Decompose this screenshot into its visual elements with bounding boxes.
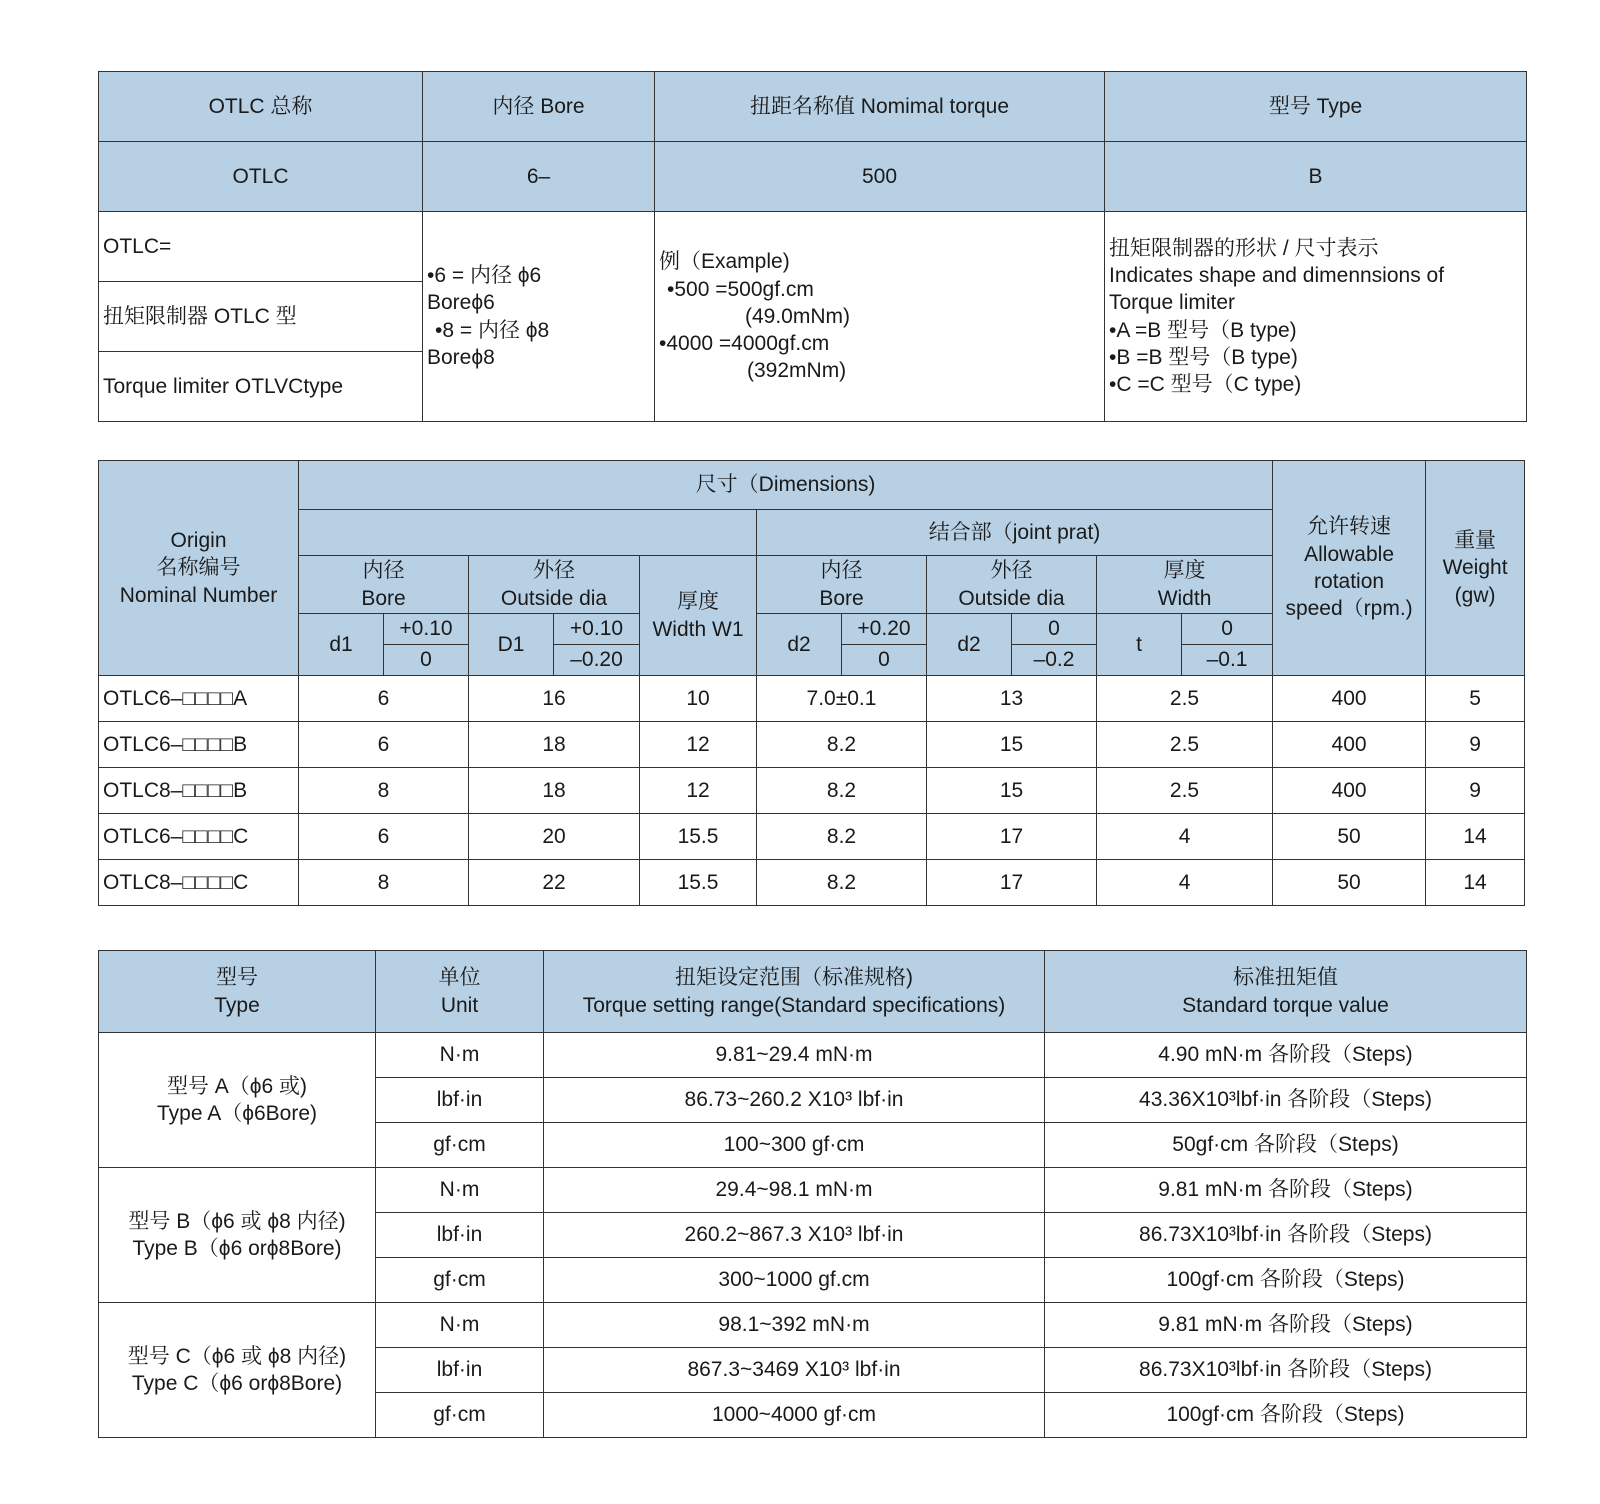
header-line: Torque setting range(Standard specifications) (582, 993, 1006, 1017)
dimensions-table (98, 460, 1525, 906)
bore2-line: 内径 (820, 559, 863, 583)
bore1-header (299, 556, 469, 614)
origin-line: Nominal Number (119, 583, 278, 607)
cell-speed: 400 (1273, 676, 1426, 722)
bore-line: Boreϕ6 (427, 291, 495, 315)
model-code-table (98, 71, 1527, 422)
value-otlc: OTLC (99, 142, 423, 212)
cell-range: 29.4~98.1 mN·m (544, 1168, 1045, 1213)
bore1-line: 内径 (362, 559, 405, 583)
cell-unit: lbf·in (376, 1213, 544, 1258)
tol-t-lower: –0.1 (1182, 645, 1273, 676)
cell-standard: 86.73X10³lbf·in 各阶段（Steps) (1045, 1213, 1527, 1258)
cell-d1: 8 (299, 768, 469, 814)
header-line: Unit (440, 993, 479, 1017)
table-row (99, 1168, 1527, 1213)
thick1-header (640, 556, 757, 676)
cell-d2: 8.2 (757, 768, 927, 814)
type-line: •C =C 型号（C type) (1109, 373, 1302, 397)
cell-unit: gf·cm (376, 1258, 544, 1303)
type-line: Type B（ϕ6 orϕ8Bore) (132, 1237, 342, 1260)
tol-d2-lower: 0 (842, 645, 927, 676)
type-line: 型号 A（ϕ6 或) (166, 1074, 308, 1098)
bore1-line: Bore (361, 586, 406, 610)
cell-unit: N·m (376, 1033, 544, 1078)
header-line: 单位 (438, 966, 481, 990)
cell-range: 300~1000 gf.cm (544, 1258, 1045, 1303)
value-torque: 500 (655, 142, 1105, 212)
tol-D1-upper: +0.10 (554, 614, 640, 645)
model-code-value-row (99, 142, 1527, 212)
tol-d2b-lower: –0.2 (1012, 645, 1097, 676)
torque-line: (49.0mNm) (745, 304, 851, 328)
value-bore: 6– (423, 142, 655, 212)
outside2-header (927, 556, 1097, 614)
cell-weight: 5 (1426, 676, 1525, 722)
weight-header (1426, 461, 1525, 676)
nominal-number: OTLC6–□□□□B (99, 722, 299, 768)
cell-t: 2.5 (1097, 768, 1273, 814)
type-line: 型号 B（ϕ6 或 ϕ8 内径) (128, 1209, 346, 1233)
value-type: B (1105, 142, 1527, 212)
header-line: Standard torque value (1182, 993, 1389, 1017)
torque-range-table (98, 950, 1527, 1438)
table-row (99, 1033, 1527, 1078)
type-line: •B =B 型号（B type) (1109, 345, 1298, 369)
cell-range: 9.81~29.4 mN·m (544, 1033, 1045, 1078)
bore-line: •6 = 内径 ϕ6 (427, 263, 542, 287)
cell-d1: 6 (299, 722, 469, 768)
cell-D1: 16 (469, 676, 640, 722)
nominal-number: OTLC6–□□□□C (99, 814, 299, 860)
cell-unit: N·m (376, 1303, 544, 1348)
desc-otlc-en: Torque limiter OTLVCtype (99, 352, 423, 422)
bore-line: Boreϕ8 (427, 345, 495, 369)
cell-W1: 15.5 (640, 814, 757, 860)
thick1-line: Width W1 (652, 617, 744, 641)
cell-range: 260.2~867.3 X10³ lbf·in (544, 1213, 1045, 1258)
sym-d2b: d2 (927, 614, 1012, 676)
cell-W1: 10 (640, 676, 757, 722)
nominal-number: OTLC8–□□□□C (99, 860, 299, 906)
dims-header-row-1 (99, 461, 1525, 510)
origin-line: Origin (170, 529, 227, 553)
cell-range: 1000~4000 gf·cm (544, 1393, 1045, 1438)
torque-line: 例（Example) (659, 250, 790, 274)
desc-type (1105, 212, 1527, 422)
tol-d1-upper: +0.10 (384, 614, 469, 645)
type-line: Type C（ϕ6 orϕ8Bore) (131, 1372, 343, 1395)
type-line: Indicates shape and dimennsions of (1109, 263, 1445, 287)
sym-t: t (1097, 614, 1182, 676)
origin-header (99, 461, 299, 676)
header-line: Type (214, 993, 260, 1017)
header-standard-torque (1045, 951, 1527, 1033)
bore2-line: Bore (819, 586, 864, 610)
cell-standard: 100gf·cm 各阶段（Steps) (1045, 1393, 1527, 1438)
thick2-line: Width (1157, 586, 1212, 610)
cell-D1: 18 (469, 768, 640, 814)
cell-d2-outside: 17 (927, 814, 1097, 860)
cell-unit: gf·cm (376, 1393, 544, 1438)
cell-range: 100~300 gf·cm (544, 1123, 1045, 1168)
type-a-cell (99, 1033, 376, 1168)
cell-D1: 20 (469, 814, 640, 860)
weight-line: 重量 (1454, 529, 1497, 553)
header-setting-range (544, 951, 1045, 1033)
torque-header-row (99, 951, 1527, 1033)
cell-d2-outside: 17 (927, 860, 1097, 906)
cell-d2: 8.2 (757, 814, 927, 860)
speed-line: speed（rpm.) (1285, 597, 1413, 621)
weight-line: Weight (1442, 556, 1508, 580)
cell-unit: lbf·in (376, 1078, 544, 1123)
torque-line: •4000 =4000gf.cm (659, 332, 830, 356)
torque-line: (392mNm) (747, 359, 847, 383)
outside2-line: 外径 (990, 559, 1033, 583)
cell-W1: 12 (640, 768, 757, 814)
table-row (99, 722, 1525, 768)
header-nominal-torque: 扭距名称值 Nomimal torque (655, 72, 1105, 142)
desc-torque (655, 212, 1105, 422)
bore2-header (757, 556, 927, 614)
type-line: •A =B 型号（B type) (1109, 318, 1297, 342)
header-unit (376, 951, 544, 1033)
type-line: Torque limiter (1109, 291, 1236, 315)
desc-bore (423, 212, 655, 422)
cell-d2-outside: 15 (927, 768, 1097, 814)
sym-d2: d2 (757, 614, 842, 676)
nominal-number: OTLC6–□□□□A (99, 676, 299, 722)
header-line: 型号 (216, 966, 258, 990)
speed-line: 允许转速 (1307, 515, 1392, 539)
cell-unit: lbf·in (376, 1348, 544, 1393)
model-code-header-row (99, 72, 1527, 142)
cell-weight: 14 (1426, 860, 1525, 906)
cell-standard: 9.81 mN·m 各阶段（Steps) (1045, 1168, 1527, 1213)
cell-speed: 50 (1273, 814, 1426, 860)
cell-d1: 6 (299, 676, 469, 722)
speed-header (1273, 461, 1426, 676)
header-line: 标准扭矩值 (1233, 966, 1338, 990)
speed-line: rotation (1314, 570, 1385, 593)
cell-weight: 14 (1426, 814, 1525, 860)
cell-unit: gf·cm (376, 1123, 544, 1168)
cell-standard: 9.81 mN·m 各阶段（Steps) (1045, 1303, 1527, 1348)
thick2-header (1097, 556, 1273, 614)
cell-d2: 8.2 (757, 722, 927, 768)
cell-speed: 50 (1273, 860, 1426, 906)
desc-otlc-eq: OTLC= (99, 212, 423, 282)
cell-standard: 86.73X10³lbf·in 各阶段（Steps) (1045, 1348, 1527, 1393)
outside1-header (469, 556, 640, 614)
tol-D1-lower: –0.20 (554, 645, 640, 676)
cell-d2: 7.0±0.1 (757, 676, 927, 722)
cell-d1: 8 (299, 860, 469, 906)
tol-d2-upper: +0.20 (842, 614, 927, 645)
table-row (99, 814, 1525, 860)
thick1-line: 厚度 (677, 590, 719, 614)
type-b-cell (99, 1168, 376, 1303)
type-c-cell (99, 1303, 376, 1438)
cell-t: 2.5 (1097, 722, 1273, 768)
model-code-desc-row (99, 212, 1527, 282)
dimensions-header: 尺寸（Dimensions) (299, 461, 1273, 510)
header-type (99, 951, 376, 1033)
weight-line: (gw) (1454, 583, 1496, 607)
cell-speed: 400 (1273, 722, 1426, 768)
cell-weight: 9 (1426, 722, 1525, 768)
cell-t: 4 (1097, 860, 1273, 906)
joint-header: 结合部（joint prat) (757, 510, 1273, 556)
outside2-line: Outside dia (958, 586, 1065, 610)
cell-t: 4 (1097, 814, 1273, 860)
type-line: Type A（ϕ6Bore) (156, 1102, 317, 1125)
torque-line: •500 =500gf.cm (667, 277, 814, 301)
origin-line: 名称编号 (156, 556, 241, 580)
thick2-line: 厚度 (1163, 559, 1206, 583)
cell-range: 86.73~260.2 X10³ lbf·in (544, 1078, 1045, 1123)
tol-t-upper: 0 (1182, 614, 1273, 645)
cell-range: 98.1~392 mN·m (544, 1303, 1045, 1348)
cell-d2: 8.2 (757, 860, 927, 906)
tol-d2b-upper: 0 (1012, 614, 1097, 645)
cell-standard: 50gf·cm 各阶段（Steps) (1045, 1123, 1527, 1168)
cell-range: 867.3~3469 X10³ lbf·in (544, 1348, 1045, 1393)
tol-d1-lower: 0 (384, 645, 469, 676)
cell-D1: 22 (469, 860, 640, 906)
type-line: 型号 C（ϕ6 或 ϕ8 内径) (127, 1344, 347, 1368)
cell-d2-outside: 15 (927, 722, 1097, 768)
cell-d1: 6 (299, 814, 469, 860)
sym-D1: D1 (469, 614, 554, 676)
sym-d1: d1 (299, 614, 384, 676)
outside1-line: Outside dia (500, 586, 608, 610)
cell-standard: 43.36X10³lbf·in 各阶段（Steps) (1045, 1078, 1527, 1123)
header-bore: 内径 Bore (423, 72, 655, 142)
desc-otlc-cn: 扭矩限制器 OTLC 型 (99, 282, 423, 352)
header-line: 扭矩设定范围（标准规格) (675, 966, 913, 990)
table-row (99, 1303, 1527, 1348)
table-row (99, 676, 1525, 722)
cell-unit: N·m (376, 1168, 544, 1213)
cell-standard: 100gf·cm 各阶段（Steps) (1045, 1258, 1527, 1303)
cell-W1: 15.5 (640, 860, 757, 906)
cell-standard: 4.90 mN·m 各阶段（Steps) (1045, 1033, 1527, 1078)
cell-speed: 400 (1273, 768, 1426, 814)
type-line: 扭矩限制器的形状 / 尺寸表示 (1109, 236, 1379, 260)
bore-line: •8 = 内径 ϕ8 (435, 318, 550, 342)
table-row (99, 768, 1525, 814)
nominal-number: OTLC8–□□□□B (99, 768, 299, 814)
outside1-line: 外径 (533, 559, 575, 583)
speed-line: Allowable (1304, 542, 1394, 566)
table-row (99, 860, 1525, 906)
cell-W1: 12 (640, 722, 757, 768)
blank-header (299, 510, 757, 556)
header-otlc-name: OTLC 总称 (99, 72, 423, 142)
cell-t: 2.5 (1097, 676, 1273, 722)
header-type: 型号 Type (1105, 72, 1527, 142)
cell-d2-outside: 13 (927, 676, 1097, 722)
cell-D1: 18 (469, 722, 640, 768)
cell-weight: 9 (1426, 768, 1525, 814)
